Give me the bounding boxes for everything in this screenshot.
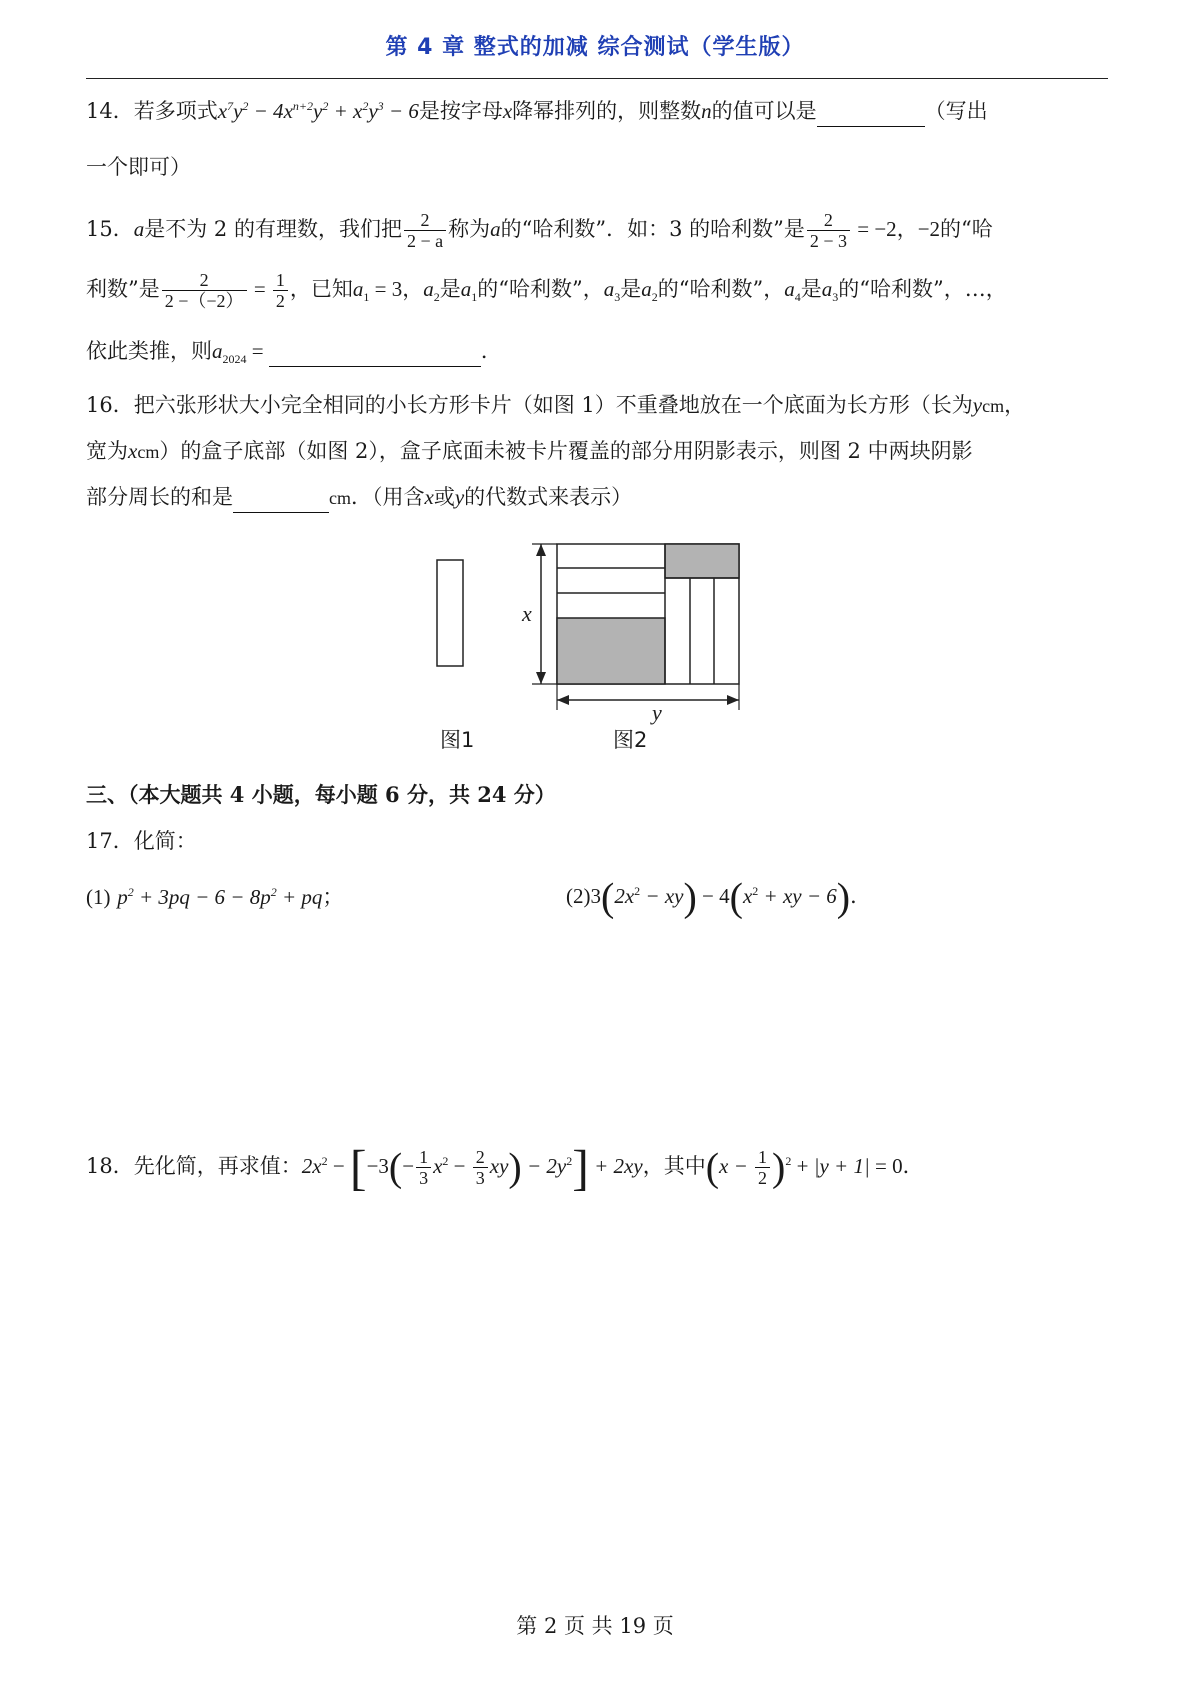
figure-1-caption: 图1 <box>440 728 475 752</box>
fraction-numerator: 1 <box>755 1147 770 1168</box>
question-14-line-1 <box>86 96 988 127</box>
question-text: 化简： <box>133 829 197 853</box>
question-number: 15． <box>86 217 134 241</box>
math-term: = 0 <box>869 1154 903 1178</box>
fraction <box>807 210 850 251</box>
question-text: ， <box>896 217 918 241</box>
poly-op: − 4 <box>248 99 284 123</box>
subscript: 1 <box>471 290 478 305</box>
math-term: |y + 1| <box>813 1154 870 1178</box>
question-16-line-1 <box>86 390 1025 421</box>
question-text: 是 <box>439 277 461 301</box>
question-text: ，已知 <box>289 277 353 301</box>
variable: a <box>460 277 472 301</box>
fraction-denominator: 2 −（−2） <box>164 291 244 311</box>
question-text: 把六张形状大小完全相同的小长方形卡片（如图 1）不重叠地放在一个底面为长方形（长为 <box>133 393 973 417</box>
fraction-numerator: 2 <box>404 210 446 231</box>
poly-exponent: 2 <box>242 99 249 113</box>
fraction <box>273 270 288 311</box>
variable: x <box>424 485 434 509</box>
fraction-denominator: 2 <box>275 291 285 311</box>
math-expression: = 3 <box>369 277 403 301</box>
poly-exponent: 3 <box>377 99 384 113</box>
part-label: (1) <box>86 885 111 909</box>
question-text: 是不为 2 的有理数，我们把 <box>144 217 402 241</box>
math-term: x <box>433 1154 443 1178</box>
fraction-numerator: 2 <box>807 210 850 231</box>
subscript: 2 <box>651 290 658 305</box>
poly-term: x <box>283 99 293 123</box>
poly-term: y <box>368 99 378 123</box>
answer-blank[interactable] <box>233 482 329 513</box>
variable: y <box>972 393 983 417</box>
punctuation: ． <box>850 884 872 908</box>
poly-term: x <box>217 99 228 123</box>
question-text: 一个即可） <box>86 155 191 179</box>
unit: cm <box>137 442 160 462</box>
subscript: 1 <box>363 290 370 305</box>
header-divider <box>86 78 1108 79</box>
answer-blank[interactable] <box>269 336 481 367</box>
arrowhead-left <box>557 695 569 705</box>
fig1-card <box>437 560 463 666</box>
punctuation: ． <box>902 1154 924 1178</box>
bracket: ] <box>572 1139 589 1196</box>
question-text: ，其中 <box>642 1154 706 1178</box>
math-term: + 2xy <box>588 1154 643 1178</box>
question-text: 的“哈利数”，…， <box>838 277 1007 301</box>
fraction-denominator: 3 <box>419 1168 429 1188</box>
bracket: [ <box>349 1139 367 1196</box>
math-term: 2x <box>614 884 635 908</box>
question-text: ）的盒子底部（如图 2），盒子底面未被卡片覆盖的部分用阴影表示，则图 2 中两块阴影 <box>159 439 973 463</box>
question-text: 的值可以是 <box>711 99 817 123</box>
question-text: 的“哈 <box>940 217 993 241</box>
math-term: 3 <box>590 884 601 908</box>
subscript: 4 <box>794 290 801 305</box>
question-17 <box>86 826 197 856</box>
math-term: − 2y <box>521 1154 567 1178</box>
question-17-part-1 <box>86 882 343 912</box>
variable: a <box>641 277 652 301</box>
paren: ( <box>388 1144 403 1190</box>
variable: a <box>821 277 833 301</box>
poly-term: x <box>353 99 363 123</box>
shaded-region-top-right <box>665 544 739 578</box>
exponent: 2 <box>442 1154 449 1168</box>
question-text: 的“哈利数”， <box>657 277 785 301</box>
question-15-line-3 <box>86 336 502 367</box>
fraction-denominator: 2 <box>758 1168 768 1188</box>
math-term: + <box>791 1154 814 1178</box>
subscript: 2 <box>433 290 440 305</box>
paren: ( <box>729 874 743 920</box>
question-text: 是按字母 <box>418 99 503 123</box>
math-term: −3 <box>366 1154 389 1178</box>
arrowhead-up <box>536 544 546 556</box>
subscript: 3 <box>614 290 621 305</box>
fraction-numerator: 1 <box>416 1147 431 1168</box>
paren: ) <box>683 874 697 920</box>
exponent: 2 <box>566 1154 573 1168</box>
fraction-denominator: 2 − a <box>406 231 444 251</box>
exponent: 2 <box>270 885 277 899</box>
question-14-line-2 <box>86 152 191 182</box>
question-text: 是 <box>800 277 822 301</box>
variable: a <box>352 277 364 301</box>
question-16-line-3 <box>86 482 632 513</box>
question-18 <box>86 1138 924 1194</box>
math-expression: = <box>246 339 269 363</box>
variable: a <box>133 217 145 241</box>
question-number: 18． <box>86 1154 134 1178</box>
fraction <box>416 1147 431 1188</box>
math-expression: −2 <box>917 217 941 241</box>
math-term: − xy <box>640 884 684 908</box>
variable: x <box>502 99 513 123</box>
figure-2-caption: 图2 <box>613 728 648 752</box>
fraction-denominator: 3 <box>475 1168 485 1188</box>
math-expression <box>117 885 322 909</box>
answer-blank[interactable] <box>817 96 925 127</box>
math-term: + 3pq − 6 − 8p <box>133 885 271 909</box>
question-text: 若多项式 <box>133 99 218 123</box>
variable: y <box>454 485 465 509</box>
math-term: 2x <box>301 1154 322 1178</box>
question-text: ， <box>1004 393 1026 417</box>
unit: cm <box>982 396 1005 416</box>
question-number: 17． <box>86 829 134 853</box>
question-text: ．（用含 <box>351 485 425 509</box>
variable: n <box>701 99 712 123</box>
math-expression: = −2 <box>852 217 897 241</box>
question-text: 降幂排列的，则整数 <box>512 99 702 123</box>
fraction <box>473 1147 488 1188</box>
question-text: ， <box>402 277 424 301</box>
variable: a <box>423 277 434 301</box>
paren: ) <box>836 874 851 920</box>
exponent: 2 <box>785 1154 792 1168</box>
question-text: 宽为 <box>86 439 128 463</box>
variable: a <box>784 277 795 301</box>
question-16-line-2 <box>86 436 973 467</box>
question-text: 先化简，再求值： <box>133 1154 302 1178</box>
poly-op: + <box>328 99 353 123</box>
math-term: x − <box>719 1154 754 1178</box>
question-text: 的“哈利数”．如：3 的哈利数”是 <box>500 217 805 241</box>
poly-op: − 6 <box>383 99 419 123</box>
question-text: ． <box>480 339 502 363</box>
polynomial <box>218 99 419 123</box>
page-number: 第 2 页 共 19 页 <box>516 1614 674 1638</box>
shaded-region-bottom-left <box>557 618 665 684</box>
question-17-part-2 <box>566 876 871 918</box>
variable: a <box>490 217 501 241</box>
fraction <box>755 1147 770 1188</box>
variable: x <box>128 439 138 463</box>
math-term: + pq <box>276 885 323 909</box>
question-text: 部分周长的和是 <box>86 485 233 509</box>
question-text: 是 <box>620 277 642 301</box>
poly-exponent: 2 <box>362 99 369 113</box>
punctuation: ； <box>322 885 344 909</box>
math-expression: = <box>248 277 271 301</box>
arrowhead-down <box>536 672 546 684</box>
poly-exponent: 2 <box>322 99 329 113</box>
label-x: x <box>522 601 532 626</box>
math-term: − <box>402 1154 415 1178</box>
poly-term: y <box>233 99 243 123</box>
paren: ) <box>772 1144 786 1190</box>
fraction-numerator: 2 <box>162 270 247 291</box>
page-title: 第 4 章 整式的加减 综合测试（学生版） <box>385 35 805 60</box>
question-text: 依此类推，则 <box>86 339 212 363</box>
question-text: 称为 <box>448 217 491 241</box>
part-label: (2) <box>566 884 591 908</box>
exponent: 2 <box>127 885 134 899</box>
arrowhead-right <box>727 695 739 705</box>
variable: a <box>212 339 223 363</box>
subscript: 2024 <box>222 352 247 367</box>
math-term: − 4 <box>696 884 730 908</box>
unit: cm <box>329 488 351 508</box>
question-text: 或 <box>433 485 455 509</box>
question-number: 14． <box>86 99 134 123</box>
paren: ) <box>508 1144 522 1190</box>
question-text: （写出 <box>924 99 988 123</box>
question-15-line-1 <box>86 210 993 251</box>
exponent: 2 <box>321 1154 328 1168</box>
fraction-denominator: 2 − 3 <box>809 231 847 251</box>
fraction <box>162 270 247 311</box>
paren: ( <box>705 1144 720 1190</box>
section-3-heading: 三、（本大题共 4 小题，每小题 6 分，共 24 分） <box>86 782 556 807</box>
fraction-numerator: 1 <box>273 270 288 291</box>
question-text: 的代数式来表示） <box>464 485 633 509</box>
figure-cards <box>0 530 1190 760</box>
poly-exponent: 7 <box>227 99 234 113</box>
paren: ( <box>601 874 615 920</box>
fraction <box>404 210 446 251</box>
fraction-numerator: 2 <box>473 1147 488 1168</box>
math-term: − <box>448 1154 471 1178</box>
label-y: y <box>652 700 662 725</box>
math-term: + xy − 6 <box>758 884 837 908</box>
math-term: p <box>117 885 128 909</box>
poly-exponent: n+2 <box>292 99 313 113</box>
poly-term: y <box>313 99 323 123</box>
exponent: 2 <box>634 884 641 898</box>
question-number: 16． <box>86 393 134 417</box>
math-term: x <box>742 884 753 908</box>
question-text: 利数”是 <box>86 277 160 301</box>
math-term: − <box>327 1154 350 1178</box>
question-text: 的“哈利数”， <box>477 277 604 301</box>
subscript: 3 <box>832 290 839 305</box>
variable: a <box>603 277 615 301</box>
question-15-line-2 <box>86 270 1007 311</box>
math-term: xy <box>489 1154 509 1178</box>
exponent: 2 <box>752 884 759 898</box>
